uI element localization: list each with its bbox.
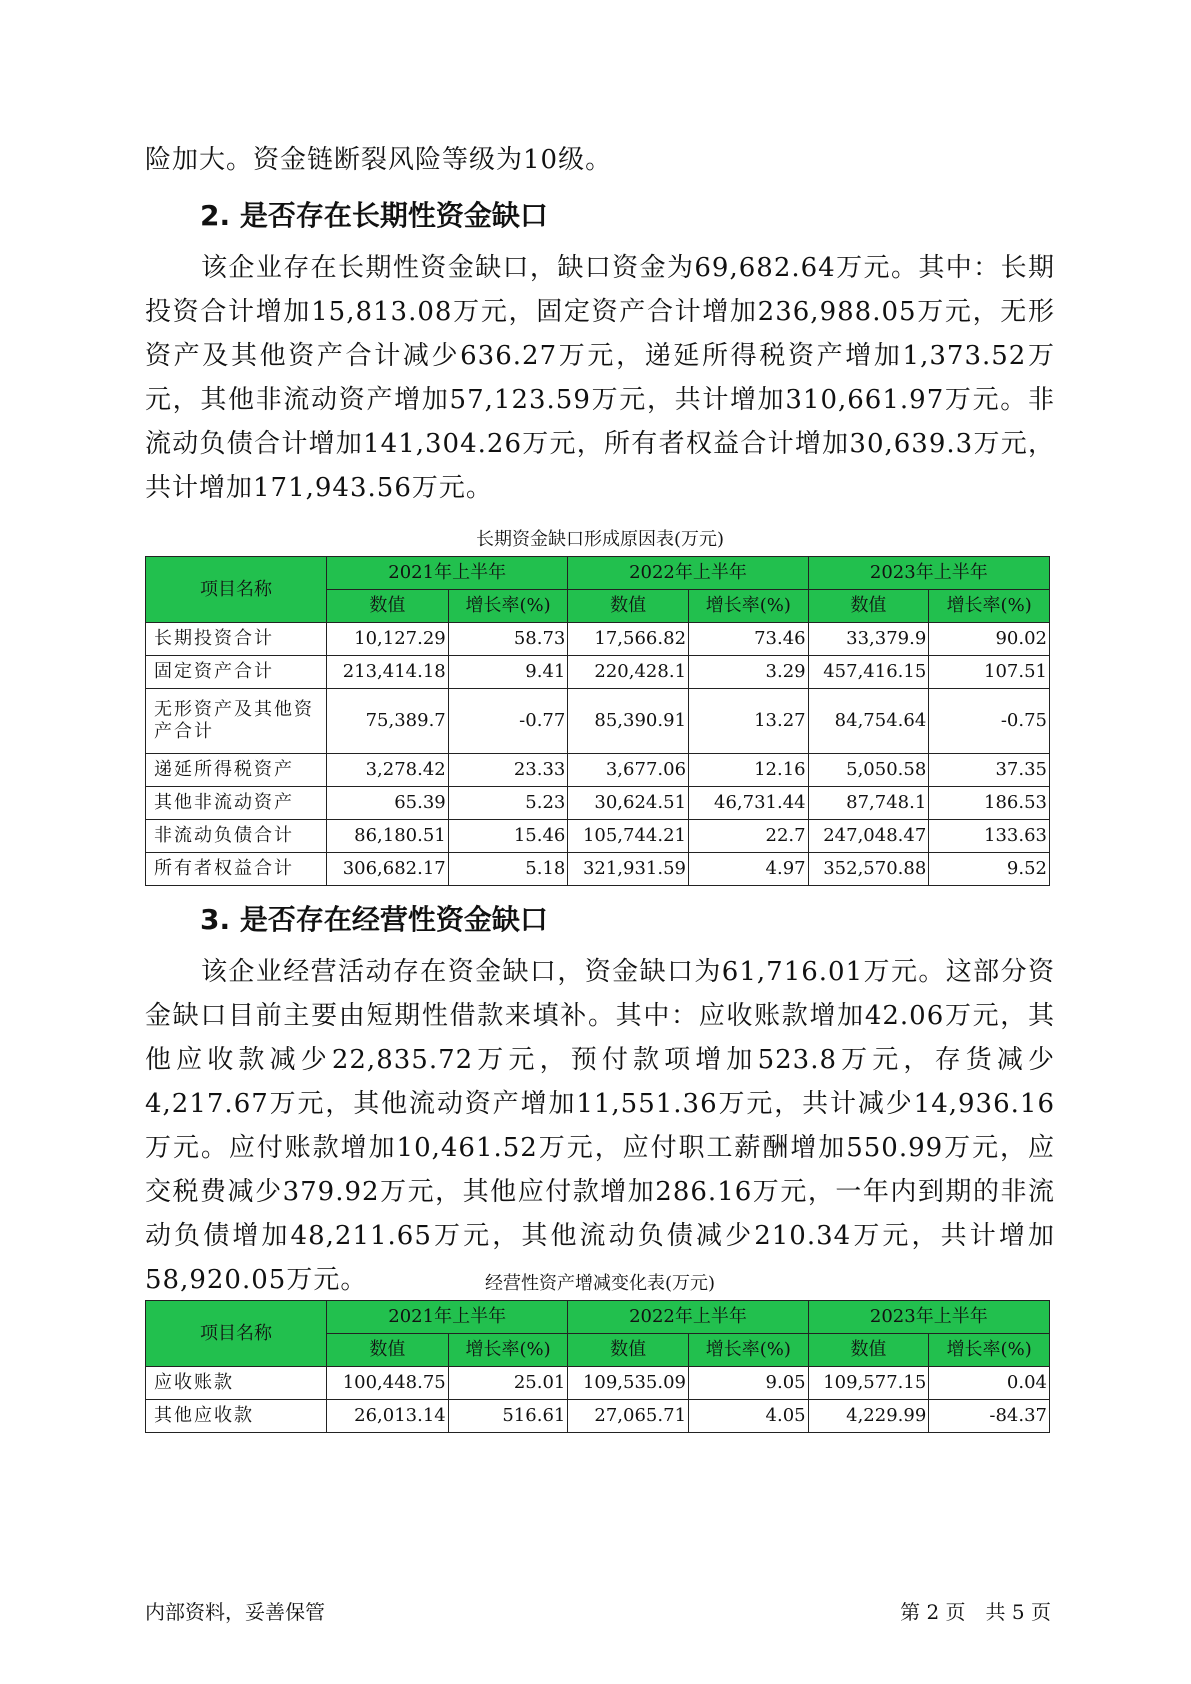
cell-value: 87,748.1 [808,787,929,820]
header-item-name: 项目名称 [146,557,327,623]
header-rate: 增长率(%) [929,590,1050,623]
header-item-name: 项目名称 [146,1301,327,1367]
cell-rate: 90.02 [929,623,1050,656]
table-row [146,754,1050,787]
cell-rate: 0.04 [929,1367,1050,1400]
header-rate: 增长率(%) [929,1334,1050,1367]
header-rate: 增长率(%) [689,1334,809,1367]
cell-rate: 46,731.44 [689,787,809,820]
row-label: 长期投资合计 [146,623,327,656]
section-3-heading: 3. 是否存在经营性资金缺口 [200,903,548,936]
cell-rate: 15.46 [448,820,568,853]
cell-rate: -84.37 [929,1400,1050,1433]
header-year: 2023年上半年 [808,557,1049,590]
cell-value: 100,448.75 [327,1367,449,1400]
cell-value: 5,050.58 [808,754,929,787]
cell-value: 220,428.1 [568,656,689,689]
footer-confidential-note: 内部资料，妥善保管 [145,1600,325,1624]
cell-value: 109,535.09 [568,1367,689,1400]
header-rate: 增长率(%) [448,1334,568,1367]
table-row [146,1367,1050,1400]
footer-page-number: 第 2 页 共 5 页 [900,1600,1051,1624]
cell-rate: 23.33 [448,754,568,787]
intro-paragraph-tail: 险加大。资金链断裂风险等级为10级。 [145,145,613,175]
cell-rate: 186.53 [929,787,1050,820]
row-label: 递延所得税资产 [146,754,327,787]
table-row [146,1400,1050,1433]
header-value: 数值 [568,1334,689,1367]
cell-value: 33,379.9 [808,623,929,656]
cell-value: 306,682.17 [327,853,449,886]
table-row [146,689,1050,754]
header-year: 2022年上半年 [568,557,808,590]
cell-value: 4,229.99 [808,1400,929,1433]
row-label: 其他非流动资产 [146,787,327,820]
cell-value: 213,414.18 [327,656,449,689]
cell-value: 17,566.82 [568,623,689,656]
cell-value: 3,677.06 [568,754,689,787]
table-2-caption: 经营性资产增减变化表(万元) [484,1273,716,1294]
header-value: 数值 [808,590,929,623]
cell-rate: 3.29 [689,656,809,689]
cell-value: 10,127.29 [327,623,449,656]
cell-rate: 4.05 [689,1400,809,1433]
long-term-gap-table [145,556,1050,886]
row-label: 应收账款 [146,1367,327,1400]
row-label: 非流动负债合计 [146,820,327,853]
header-rate: 增长率(%) [448,590,568,623]
cell-value: 109,577.15 [808,1367,929,1400]
cell-rate: 5.23 [448,787,568,820]
cell-rate: 25.01 [448,1367,568,1400]
table-row [146,820,1050,853]
row-label: 其他应收款 [146,1400,327,1433]
cell-rate: 13.27 [689,689,809,754]
section-2-heading: 2. 是否存在长期性资金缺口 [200,199,548,232]
header-year: 2021年上半年 [327,557,568,590]
cell-rate: 133.63 [929,820,1050,853]
header-value: 数值 [327,1334,449,1367]
cell-value: 247,048.47 [808,820,929,853]
header-year: 2021年上半年 [327,1301,568,1334]
header-year: 2022年上半年 [568,1301,808,1334]
cell-rate: -0.75 [929,689,1050,754]
section-3-paragraph: 该企业经营活动存在资金缺口，资金缺口为61,716.01万元。这部分资金缺口目前主要由短期性借款来填补。其中：应收账款增加42.06万元，其他应收款减少22,835.72万元，预付款项增加523.8万元，存货减少4,217.67万元，其他流动资产增加11,551.36万元，共计减少14,936.16万元。应付账款增加10,461.52万元，应付职工薪酬增加550.99万元，应交税费减少379.92万元，其他应付款增加286.16万元，一年内到期的非流动负债增加48,211.65万元，其他流动负债减少210.34万元，共计增加58,920.05万元。 [145,957,1055,1295]
cell-rate: 37.35 [929,754,1050,787]
table-1-caption: 长期资金缺口形成原因表(万元) [475,529,725,550]
section-2-paragraph: 该企业存在长期性资金缺口，缺口资金为69,682.64万元。其中：长期投资合计增加15,813.08万元，固定资产合计增加236,988.05万元，无形资产及其他资产合计减少636.27万元，递延所得税资产增加1,373.52万元，其他非流动资产增加57,123.59万元，共计增加310,661.97万元。非流动负债合计增加141,304.26万元，所有者权益合计增加30,639.3万元，共计增加171,943.56万元。 [145,253,1055,503]
header-value: 数值 [808,1334,929,1367]
table-row [146,853,1050,886]
row-label: 固定资产合计 [146,656,327,689]
header-value: 数值 [327,590,449,623]
cell-rate: 9.05 [689,1367,809,1400]
cell-value: 105,744.21 [568,820,689,853]
cell-rate: 5.18 [448,853,568,886]
cell-rate: -0.77 [448,689,568,754]
cell-value: 321,931.59 [568,853,689,886]
cell-value: 3,278.42 [327,754,449,787]
cell-value: 30,624.51 [568,787,689,820]
cell-rate: 9.52 [929,853,1050,886]
header-year: 2023年上半年 [808,1301,1049,1334]
cell-rate: 58.73 [448,623,568,656]
cell-rate: 22.7 [689,820,809,853]
cell-value: 352,570.88 [808,853,929,886]
cell-rate: 516.61 [448,1400,568,1433]
cell-rate: 9.41 [448,656,568,689]
cell-rate: 12.16 [689,754,809,787]
cell-value: 27,065.71 [568,1400,689,1433]
cell-value: 86,180.51 [327,820,449,853]
cell-value: 84,754.64 [808,689,929,754]
cell-value: 457,416.15 [808,656,929,689]
operating-assets-table [145,1300,1050,1433]
row-label: 所有者权益合计 [146,853,327,886]
cell-value: 26,013.14 [327,1400,449,1433]
cell-value: 85,390.91 [568,689,689,754]
cell-rate: 4.97 [689,853,809,886]
table-row [146,623,1050,656]
cell-value: 65.39 [327,787,449,820]
table-row [146,787,1050,820]
cell-rate: 107.51 [929,656,1050,689]
table-row [146,656,1050,689]
row-label: 无形资产及其他资产合计 [146,689,327,754]
header-rate: 增长率(%) [689,590,809,623]
cell-value: 75,389.7 [327,689,449,754]
cell-rate: 73.46 [689,623,809,656]
header-value: 数值 [568,590,689,623]
